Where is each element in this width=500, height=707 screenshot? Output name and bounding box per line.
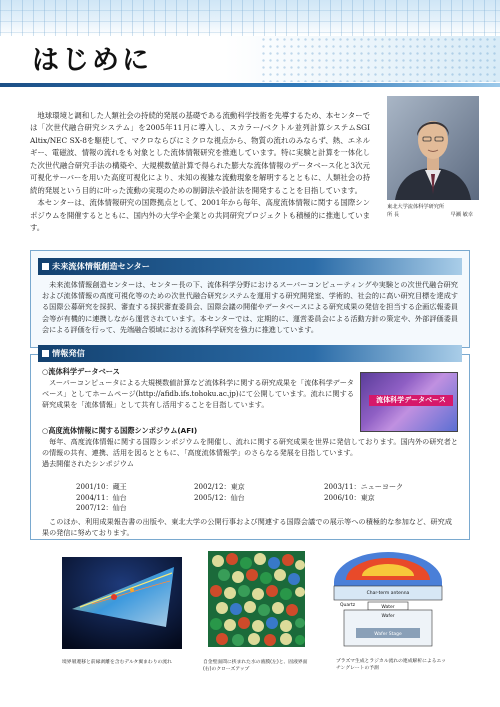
info-section-heading xyxy=(38,345,462,362)
plasma-label-quartz: Quartz xyxy=(340,603,356,608)
info-section-heading-text: 情報発信 xyxy=(52,348,85,358)
closing-paragraph: このほか、利用成果報告書の出版や、東北大学の公開行事および関連する国際会議での展示等への積極的な参加など、研究成果の発信に努めております。 xyxy=(42,517,452,538)
portrait-caption xyxy=(387,203,479,219)
intro-paragraph-2: 本センターは、流体情報研究の国際拠点として、2001年から毎年、高度流体情報に関する国際シンポジウムを開催するとともに、国内外の大学や企業との共同研究プロジェクトも積極的に推進しています。 xyxy=(30,198,370,233)
symposium-item: 2002/12：東京 xyxy=(194,482,245,491)
database-block xyxy=(42,367,354,411)
symposium-item: 2007/12：仙台 xyxy=(76,503,127,513)
heading-square-icon xyxy=(42,263,49,270)
center-section-heading xyxy=(38,258,462,275)
director-portrait xyxy=(387,96,479,200)
director-portrait-block xyxy=(387,96,479,219)
header-band xyxy=(0,0,500,36)
center-section-heading-text: 未来流体情報創造センター xyxy=(52,261,150,271)
figure-delta-wing xyxy=(62,557,182,649)
database-body: スーパーコンピュータによる大規模数値計算など流体科学に関する研究成果を「流体科学データベース」としてホームページ(http://afidb.ifs.tohoku.ac.jp)にて公開しています。流れに関する研究成果を「流体情報」として共有し活用することを目指しています。 xyxy=(42,378,354,410)
center-section-body xyxy=(42,279,458,335)
portrait-name: 早瀬 敏幸 xyxy=(450,212,473,218)
intro-text xyxy=(30,110,370,235)
header-grid-pattern xyxy=(0,0,500,36)
database-banner-text: 流体科学データベース xyxy=(369,395,453,406)
plasma-label-wafer: Wafer xyxy=(381,614,395,619)
database-subheading: ○流体科学データベース xyxy=(42,367,120,376)
database-banner-image xyxy=(360,372,458,432)
symposium-item: 2003/11：ニューヨーク xyxy=(324,482,404,491)
symposium-item: 2005/12：仙台 xyxy=(194,492,245,502)
title-rule xyxy=(0,83,500,87)
figure-delta-wing-caption: 境界層遷移と前縁剥離を含むデルタ翼まわりの流れ xyxy=(62,660,172,665)
plasma-label-stage: Wafer Stage xyxy=(374,632,402,637)
figure-liquid-film-caption: 自金壁面間に挟まれた水の液膜(左)と、固液界面(右)のクローズアップ xyxy=(203,660,308,672)
portrait-affiliation: 東北大学流体科学研究所 xyxy=(387,204,445,210)
title-dot-pattern xyxy=(260,36,500,82)
heading-square-icon-2 xyxy=(42,350,49,357)
symposium-block xyxy=(42,426,458,470)
symposium-item: 2004/11：仙台 xyxy=(76,492,127,502)
symposium-item: 2006/10：東京 xyxy=(324,492,375,502)
figure-plasma-etching xyxy=(326,550,450,650)
intro-paragraph-1: 地球環境と調和した人類社会の持続的発展の基礎である流動科学技術を先導するため、本センターでは「次世代融合研究システム」を2005年11月に導入し、スカラー/ベクトル並列計算システムSGI Altix/NEC SX-8を駆使して、マクロならびにミクロな視点から、物質の流れのみならず、熱、エネルギー、電磁波、情報の流れをも対象とした流体情報研究を推進しています。特に実験と計算を一体化した次世代融合研究手法の構築や、大規模数値計算で得られた膨大な流体情報のデータベース化と3次元可視化サーバーを用いた高度可視化により、未知の複雑な流動現象を解明するとともに、人類社会の持続的発展という目的に叶った流動の実現のための制御法や設計法を開発することを目指しています。 xyxy=(30,111,370,195)
symposium-subheading: ○高度流体情報に関する国際シンポジウム(AFI) xyxy=(42,426,198,435)
page-title: はじめに xyxy=(32,45,152,76)
figure-liquid-film xyxy=(208,551,305,647)
plasma-label-antenna: Char-term antenna xyxy=(366,591,410,596)
symposium-body: 毎年、高度流体情報に関する国際シンポジウムを開催し、流れに関する研究成果を世界に発信しております。国内外の研究者との情報の共有、連携、活用を図るとともに、「高度流体情報学」のさらなる発展を目指しています。 xyxy=(42,437,458,458)
portrait-role: 所 長 xyxy=(387,212,400,218)
past-symposia-label: 過去開催されたシンポジウム xyxy=(42,459,134,469)
figure-plasma-etching-caption: プラズマ生成とラジカル流れの連成解析によるエッチングレートの予測 xyxy=(336,659,446,671)
center-section-paragraph: 未来流体情報創造センターは、センター長の下、流体科学分野におけるスーパーコンピューティングや実験との次世代融合研究および流体情報の高度可視化等のための次世代融合研究システムを運用する研究開発室、学術的、社会的に高い研究目標を達成する国際公募研究を採択、審査する採択審査委員会、国際会議の開催やデータベースによる研究成果の発信を担当する企画広報委員会等が有機的に連携しながら運営されています。本センターでは、定期的に、運営委員会による活動方針の策定や、外部評価委員会による評価を行って、先端融合領域における流体科学研究を強力に推進しています。 xyxy=(42,280,458,334)
symposia-list xyxy=(76,482,436,514)
plasma-label-water: Water xyxy=(381,605,395,610)
symposium-item: 2001/10：蔵王 xyxy=(76,482,127,491)
